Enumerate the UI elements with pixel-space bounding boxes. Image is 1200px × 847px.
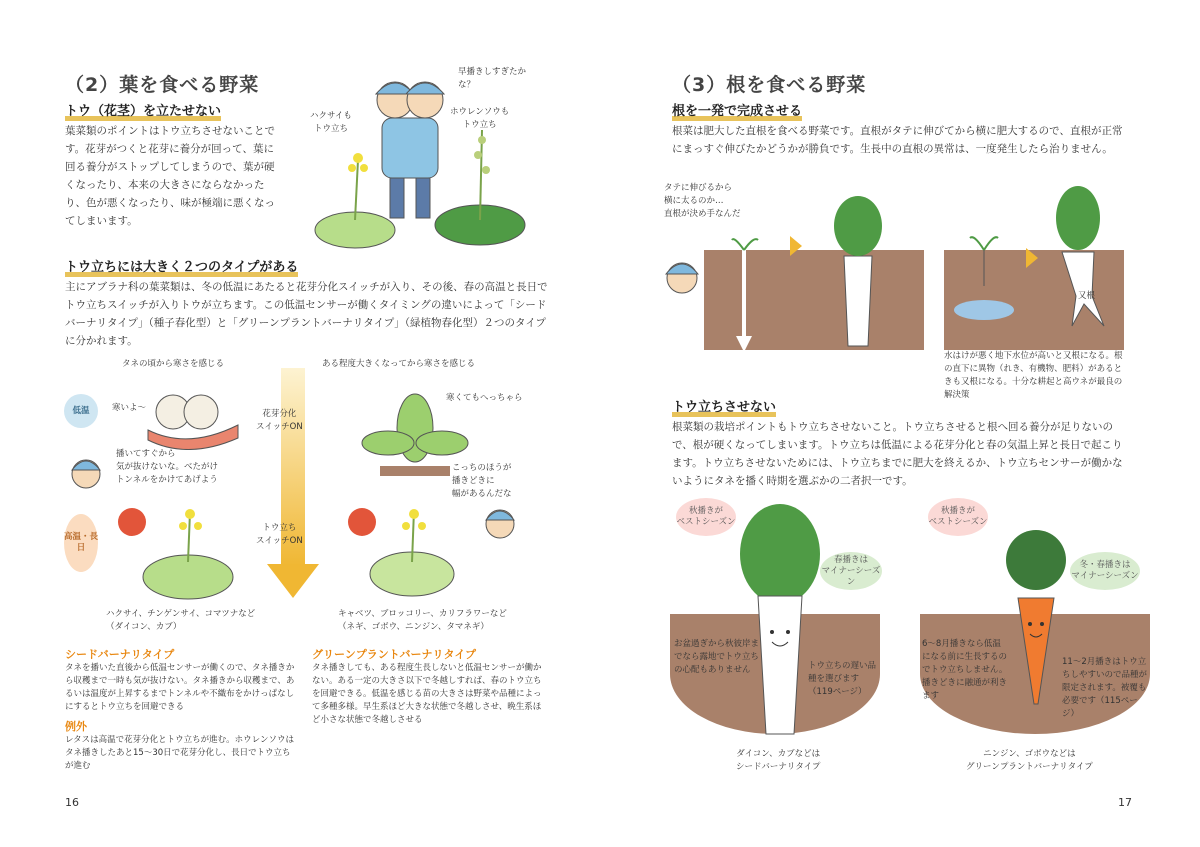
forked-root-label: 又根 [1078, 291, 1096, 301]
section-heading: トウ立ちさせない [672, 396, 776, 417]
farmer-icon [660, 254, 704, 298]
label-hakusai: ハクサイも トウ立ち [310, 111, 352, 134]
daikon-illustration [670, 494, 880, 794]
page-title: （2）葉を食べる野菜 [65, 74, 260, 96]
green-type-body: タネ播きしても、ある程度生長しないと低温センサーが働かない。ある一定の大きさ以下で冬越しすれば、春のトウ立ちを回避できる。低温を感じる苗の大きさは野菜や品種によって多種多様。早生系ほど大きな状態で冬越しさせ、晩生系ほど小さな状態で冬越しさせる [312, 663, 542, 725]
note-right: トウ立ちの遅い品種を選びます（119ページ） [808, 661, 877, 697]
section-body: 葉菜類のポイントはトウ立ちさせないことです。花芽がつくと花芽に養分が回って、葉に回る養分がストップしてしまうので、葉が硬くなったり、本来の大きさにならなかったり、色が悪くなったり、味が極端に悪くなってしまいます。 [65, 125, 275, 227]
best-season-badge: 秋播きが ベストシーズン [676, 498, 736, 536]
seed-type-body: タネを播いた直後から低温センサーが働くので、タネ播きから収穫まで一時も気が抜けない。タネ播きから収穫まで、あるいは温度が上昇するまでトンネルや不織布をかけっぱなしにするとトウ立ちを回避できる [65, 663, 295, 712]
root-diagram [660, 166, 1140, 400]
exception-body: レタスは高温で花芽分化とトウ立ちが進む。ホウレンソウはタネ播きしたあと15～30日で花芽分化し、長日でトウ立ちが進む [65, 735, 294, 771]
section-heading: 根を一発で完成させる [672, 100, 802, 121]
section-body: 主にアブラナ科の葉菜類は、冬の低温にあたると花芽分化スイッチが入り、その後、春の高温と長日でトウ立ちスイッチが入りトウが立ちます。この低温センサーが働くタイミングの違いによって「シードバーナリタイプ」（種子春化型）と「グリーンプラントバーナリタイプ」（緑植物春化型）２つのタイプに分かれます。 [65, 281, 548, 347]
caption-left: タネの頃から寒さを感じる [122, 359, 225, 369]
seed-voice: 寒いよ～ [112, 403, 147, 413]
section-body: 根菜類の栽培ポイントもトウ立ちさせないこと。トウ立ちさせると根へ回る養分が足りないので、根が硬くなってしまいます。トウ立ちは低温による花芽分化と春の気温上昇と長日で起こります。トウ立ちさせないためには、トウ立ちまでに肥大を終えるか、トウ立ちセンサーが働かないようにタネを播く時期を選ぶかの二者択一です。 [672, 421, 1123, 487]
green-type-title: グリーンプラントバーナリタイプ [312, 648, 477, 661]
farmer-icon [66, 452, 106, 492]
cabbage-bolting-illustration [342, 502, 472, 602]
low-temp-badge: 低温 [64, 394, 98, 428]
farmer2-voice: こっちのほうが 播きどきに 幅があるんだな [452, 463, 512, 499]
seed-type-title: シードバーナリタイプ [65, 648, 175, 661]
root-caption: 水はけが悪く地下水位が高いと又根になる。根の直下に異物（れき、有機物、肥料）があるときも又根になる。十分な耕起と高ウネが最良の解決策 [944, 351, 1123, 400]
bolting-diagram [60, 352, 560, 637]
down-arrow-icon [265, 368, 321, 598]
right-page [600, 0, 1200, 847]
note-left: 6～8月播きなら低温になる前に生長するのでトウ立ちしません。播きどきに融通が利きます [922, 639, 1008, 701]
caption-right: ある程度大きくなってから寒さを感じる [322, 359, 476, 369]
section-body: 根菜は肥大した直根を食べる野菜です。直根がタテに伸びてから横に肥大するので、直根が正常にまっすぐ伸びたかどうかが勝負です。生長中の直根の異常は、一度発生したら治りません。 [672, 125, 1123, 155]
top-illustration [300, 60, 560, 250]
switch-flower: 花芽分化 スイッチON [256, 409, 303, 432]
hakusai-bolting-illustration [110, 502, 240, 602]
crops-right: キャベツ、ブロッコリー、カリフラワーなど （ネギ、ゴボウ、ニンジン、タマネギ） [338, 609, 507, 632]
plant-voice: 寒くてもへっちゃら [446, 393, 523, 403]
switch-bolting: トウ立ち スイッチON [256, 523, 303, 546]
taproot-growth-illustration [704, 196, 924, 366]
carrot-caption: ニンジン、ゴボウなどは グリーンプラントバーナリタイプ [966, 749, 1093, 772]
minor-season-badge: 春播きは マイナーシーズン [820, 552, 882, 590]
page-number: 16 [65, 796, 79, 809]
high-temp-badge: 高温・長日 [64, 514, 98, 572]
daikon-character [710, 504, 860, 744]
label-horenso: ホウレンソウも トウ立ち [450, 107, 510, 130]
best-season-badge: 秋播きが ベストシーズン [928, 498, 988, 536]
section-heading: トウ立ちには大きく２つのタイプがある [65, 256, 298, 277]
exception-title: 例外 [65, 720, 87, 733]
seeds-illustration [138, 380, 248, 450]
section-heading: トウ（花茎）を立たせない [65, 100, 221, 121]
page-number: 17 [1118, 796, 1132, 809]
minor-season-badge: 冬・春播きは マイナーシーズン [1070, 552, 1140, 590]
note-right: 11～2月播きはトウ立ちしやすいので品種が限定されます。被覆も必要です（115ページ） [1062, 657, 1148, 719]
farmer-voice: 播いてすぐから 気が抜けないな。べたがけ トンネルをかけてあげよう [116, 449, 219, 485]
page-title: （3）根を食べる野菜 [672, 74, 867, 96]
forked-root-illustration [944, 186, 1124, 356]
daikon-caption: ダイコン、カブなどは シードバーナリタイプ [736, 749, 821, 772]
speech-bubble: 早播きしすぎたかな？ [458, 67, 527, 90]
farmer-voice: タテに伸びるから 横に太るのか… 直根が決め手なんだ [664, 183, 741, 219]
note-left: お盆過ぎから秋彼岸までなら露地でトウ立ちの心配もありません [674, 639, 760, 675]
carrot-illustration [920, 494, 1150, 794]
crops-left: ハクサイ、チンゲンサイ、コマツナなど （ダイコン、カブ） [106, 609, 256, 632]
farmer-icon [480, 502, 520, 542]
